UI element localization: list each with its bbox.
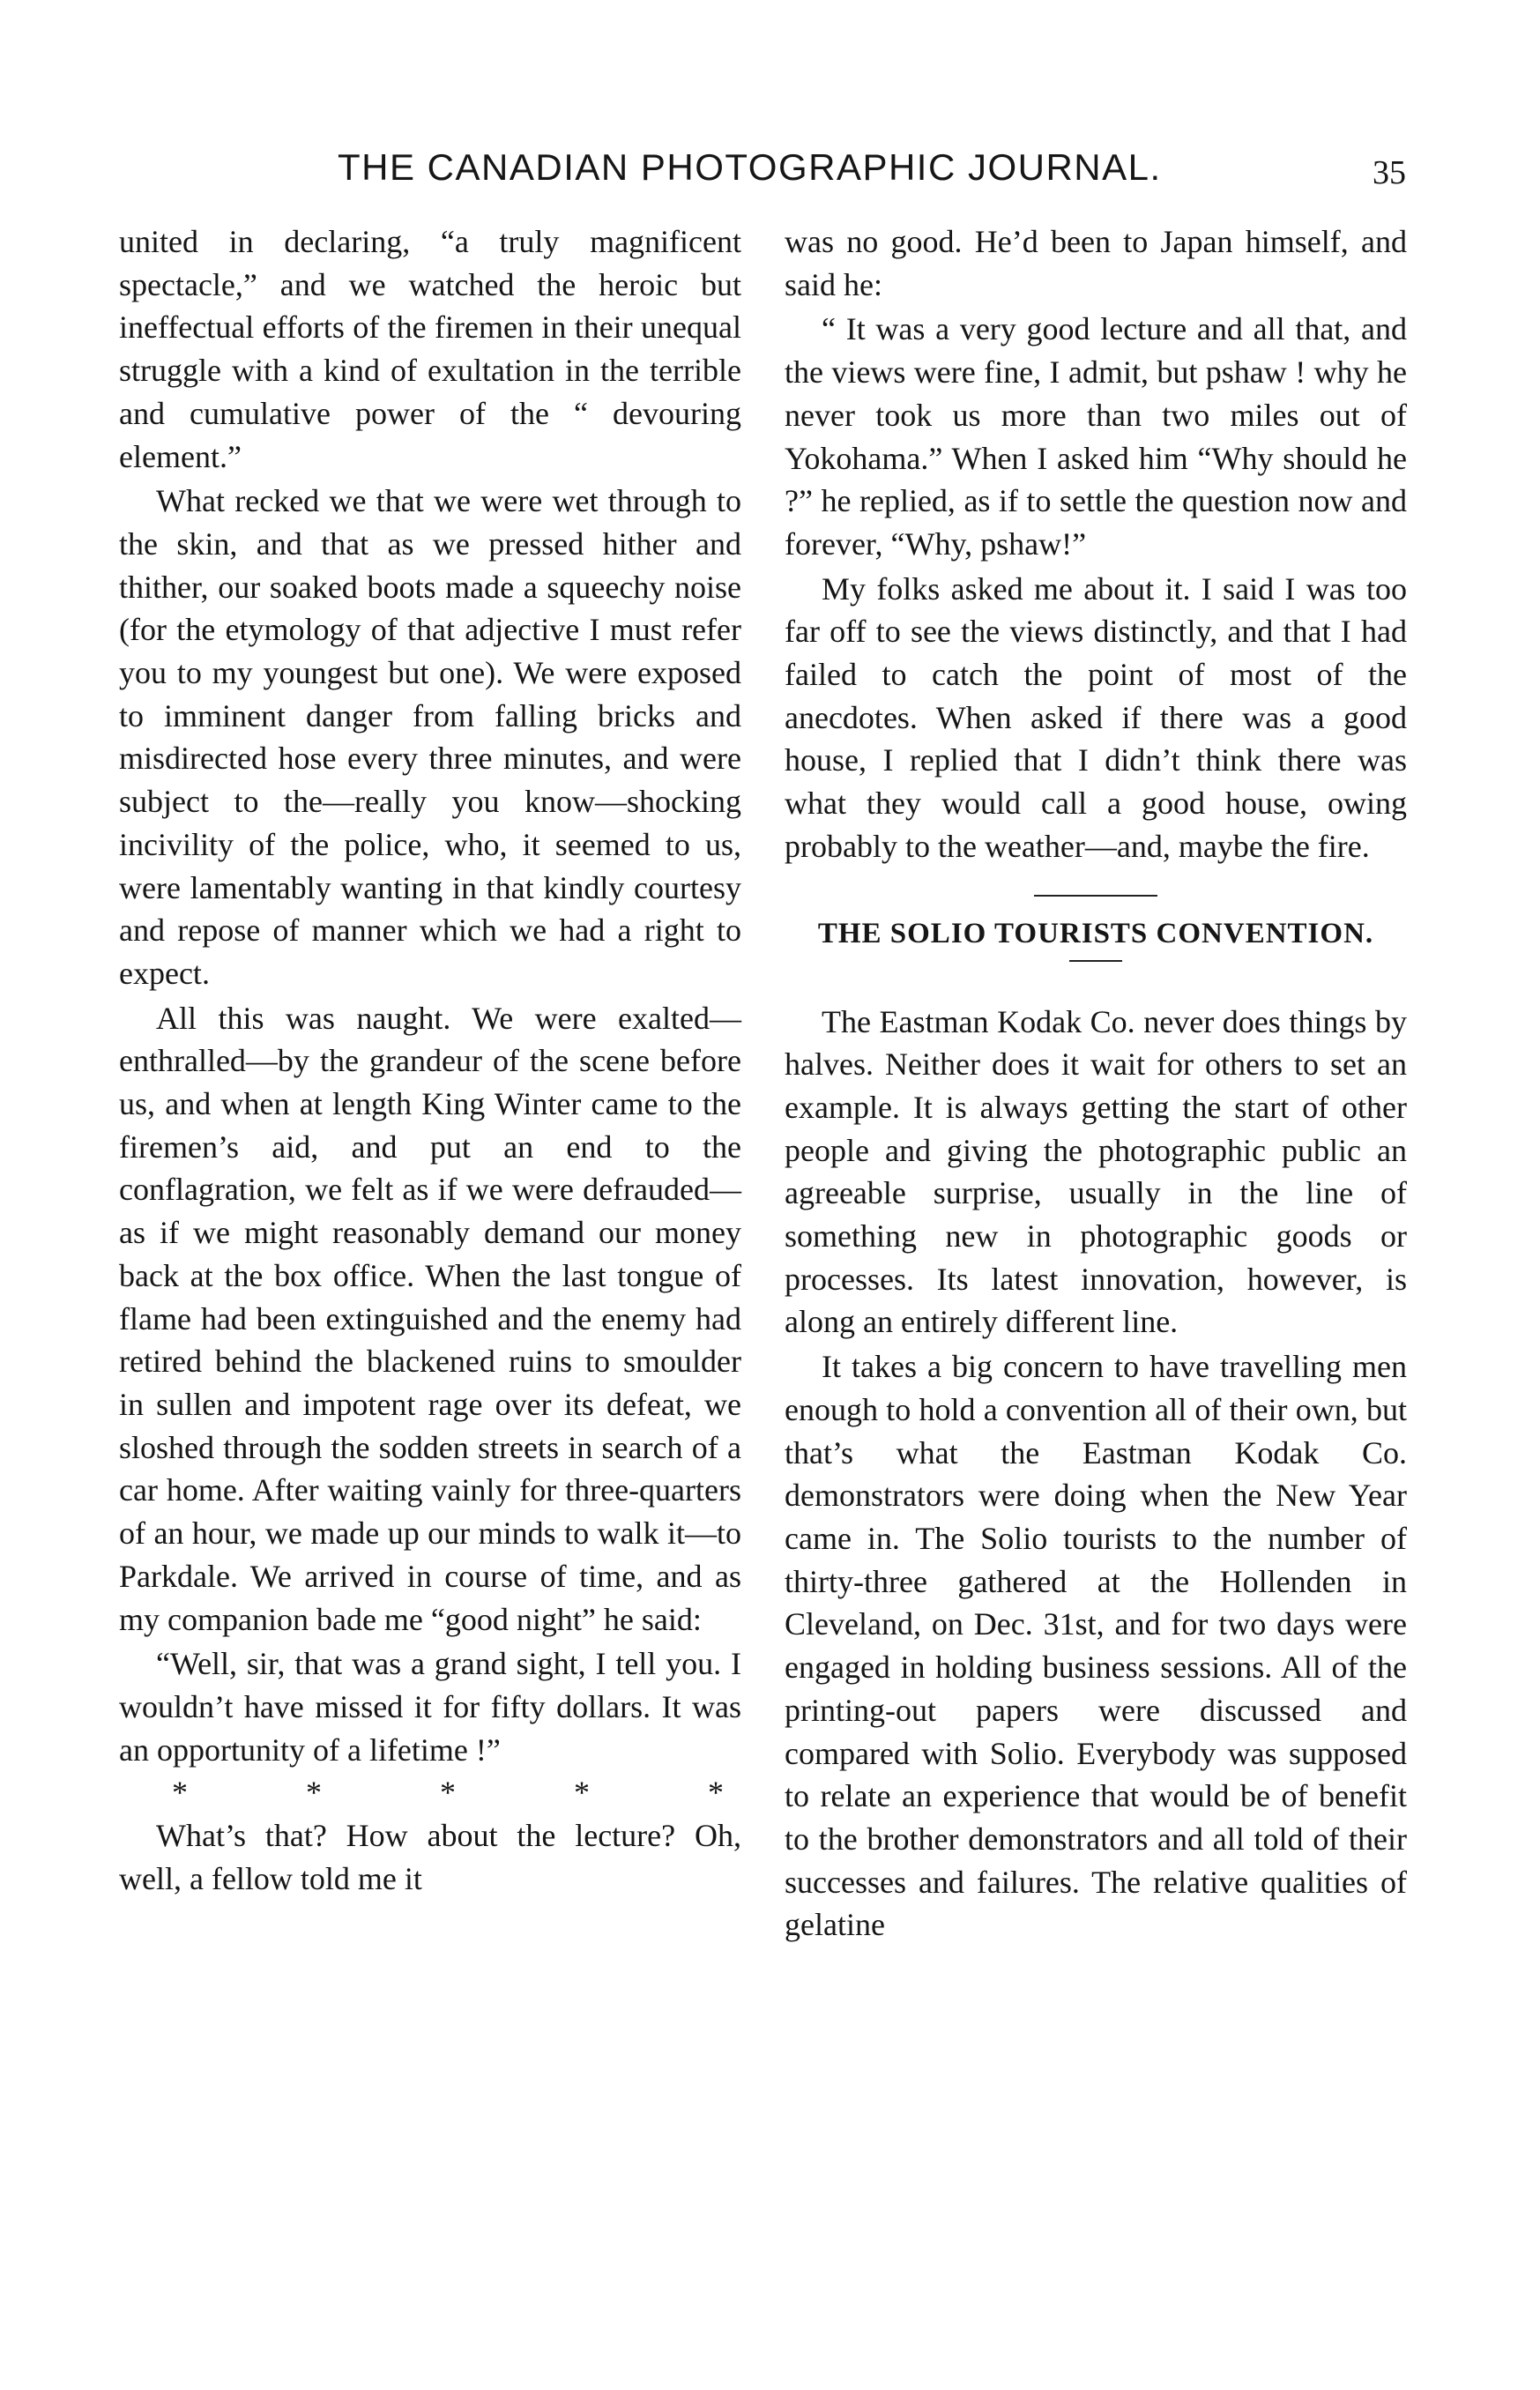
asterisk: * (574, 1775, 590, 1811)
divider-rule (1069, 960, 1122, 962)
section-break-asterisks (119, 1771, 741, 1814)
paragraph: was no good. He’d been to Japan himself, and said he: (785, 224, 1407, 302)
divider-rule (1034, 895, 1157, 897)
running-title: THE CANADIAN PHOTOGRAPHIC JOURNAL. (338, 146, 1162, 188)
right-column (785, 220, 1407, 1947)
paragraph: “Well, sir, that was a grand sight, I tell you. I wouldn’t have missed it for fifty dollars. It was an opportunity of a lifetime !” (119, 1646, 741, 1768)
asterisk: * (172, 1775, 188, 1811)
paragraph: The Eastman Kodak Co. never does things by halves. Neither does it wait for others to set an example. It is always getting the start of other people and giving the photographic public an agreeable surprise, usually in the line of something new in photographic goods or processes. Its latest innovation, however, is along an entirely different line. (785, 1003, 1407, 1340)
paragraph: What’s that? How about the lecture? Oh, well, a fellow told me it (119, 1818, 741, 1896)
paragraph: united in declaring, “a truly magnificent spectacle,” and we watched the heroic but ineffectual efforts of the firemen in their unequal struggle with a kind of exultation in the terrible and cumulative power of the “ devouring element.” (119, 224, 741, 474)
section-heading: THE SOLIO TOURISTS CONVENTION. (817, 917, 1374, 949)
asterisk: * (708, 1775, 724, 1811)
paragraph: All this was naught. We were exalted—enthralled—by the grandeur of the scene before us, and when at length King Winter came to the firemen’s aid, and put an end to the conflagration, we felt as if we were defrauded—as if we might reasonably demand our money back at the box office. When the last tongue of flame had been extinguished and the enemy had retired behind the blackened ruins to smoulder in sullen and impotent rage over its defeat, we sloshed through the sodden streets in search of a car home. After waiting vainly for three-quarters of an hour, we made up our minds to walk it—to Parkdale. We arrived in course of time, and as my companion bade me “good night” he said: (119, 1000, 741, 1637)
paragraph: What recked we that we were wet through to the skin, and that as we pressed hither and thither, our soaked boots made a squeechy noise (for the etymology of that adjective I must refer you to my youngest but one). We were exposed to imminent danger from falling bricks and misdirected hose every three minutes, and were subject to the—really you know—shocking incivility of the police, who, it seemed to us, were lamentably wanting in that kindly courtesy and repose of manner which we had a right to expect. (119, 483, 741, 991)
paragraph: My folks asked me about it. I said I was too far off to see the views distinctly, and that I had failed to catch the point of most of the anecdotes. When asked if there was a good house, I replied that I didn’t think there was what they would call a good house, owing probably to the weather—and, maybe the fire. (785, 570, 1407, 864)
asterisk: * (440, 1775, 456, 1811)
paragraph: It takes a big concern to have travelling men enough to hold a convention all of their own, but that’s what the Eastman Kodak Co. demonstrators were doing when the New Year came in. The Solio tourists to the number of thirty-three gathered at the Hollenden in Cleveland, on Dec. 31st, and for two days were engaged in holding business sessions. All of the printing-out papers were discussed and compared with Solio. Everybody was supposed to relate an experience that would be of benefit to the brother demonstrators and all told of their successes and failures. The relative qualities of gelatine (785, 1349, 1407, 1943)
page-number: 35 (1373, 154, 1406, 191)
asterisk: * (306, 1775, 322, 1811)
page-header (0, 141, 1540, 194)
paragraph: “ It was a very good lecture and all that, and the views were fine, I admit, but pshaw ! why he never took us more than two miles out of Yokohama.” When I asked him “Why should he ?” he replied, as if to settle the question now and forever, “Why, pshaw!” (785, 311, 1407, 562)
left-column (119, 220, 741, 1900)
